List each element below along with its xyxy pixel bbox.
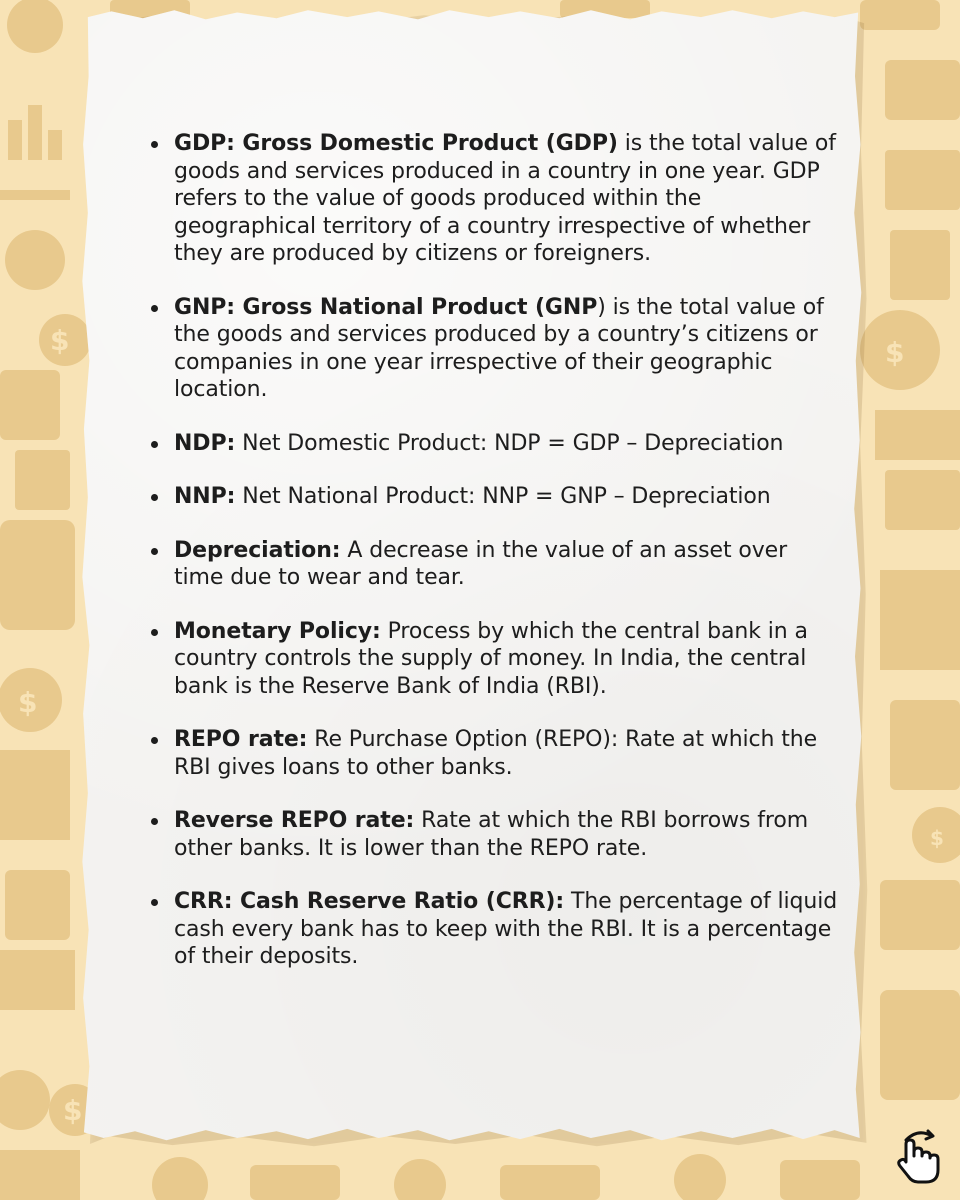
term-definition: is the total value of goods and services produced in a country in one year. GDP refers to the value of goods produced within the geographical territory of a country irrespective of whether they are produced by citizens or foreigners.	[174, 131, 836, 266]
term-label: REPO rate:	[174, 727, 308, 752]
term-label: Depreciation:	[174, 537, 341, 563]
term-definition: Re Purchase Option (REPO): Rate at which the RBI gives loans to other banks.	[174, 727, 818, 780]
term-definition: Net National Product: NNP = GNP – Depreciation	[235, 484, 771, 509]
svg-text:$: $	[885, 336, 905, 369]
swipe-hand-icon[interactable]	[892, 1126, 948, 1186]
term-label: GDP: Gross Domestic Product (GDP)	[174, 131, 618, 156]
term-definition: A decrease in the value of an asset over time due to wear and tear.	[174, 537, 788, 590]
glossary-item-repo-rate	[150, 726, 840, 781]
glossary-list	[150, 130, 840, 971]
term-label: Reverse REPO rate:	[174, 808, 415, 833]
glossary-item-gnp	[150, 294, 840, 404]
svg-text:$: $	[930, 826, 944, 850]
glossary-item-gdp	[150, 130, 840, 268]
glossary-item-reverse-repo-rate	[150, 807, 840, 862]
term-label: NNP:	[174, 484, 236, 509]
term-label: CRR: Cash Reserve Ratio (CRR):	[174, 889, 565, 914]
term-definition: The percentage of liquid cash every bank has to keep with the RBI. It is a percentage of their deposits.	[174, 889, 838, 969]
svg-text:$: $	[18, 686, 38, 719]
term-definition: ) is the total value of the goods and services produced by a country’s citizens or companies in one year irrespective of their geographic location.	[174, 294, 824, 402]
glossary-item-nnp	[150, 483, 840, 511]
svg-text:$: $	[63, 1094, 83, 1127]
term-definition: Net Domestic Product: NDP = GDP – Depreciation	[235, 430, 784, 456]
term-definition: Process by which the central bank in a country controls the supply of money. In India, the central bank is the Reserve Bank of India (RBI).	[174, 618, 808, 699]
term-label: Monetary Policy:	[174, 618, 381, 644]
glossary-content	[150, 130, 840, 997]
glossary-item-monetary-policy	[150, 618, 840, 701]
svg-text:$: $	[50, 324, 70, 357]
term-label: NDP:	[174, 430, 236, 456]
term-label: GNP: Gross National Product (GNP	[174, 294, 598, 320]
glossary-item-crr	[150, 888, 840, 971]
glossary-item-ndp	[150, 430, 840, 458]
term-definition: Rate at which the RBI borrows from other banks. It is lower than the REPO rate.	[174, 808, 809, 861]
glossary-item-depreciation	[150, 537, 840, 592]
